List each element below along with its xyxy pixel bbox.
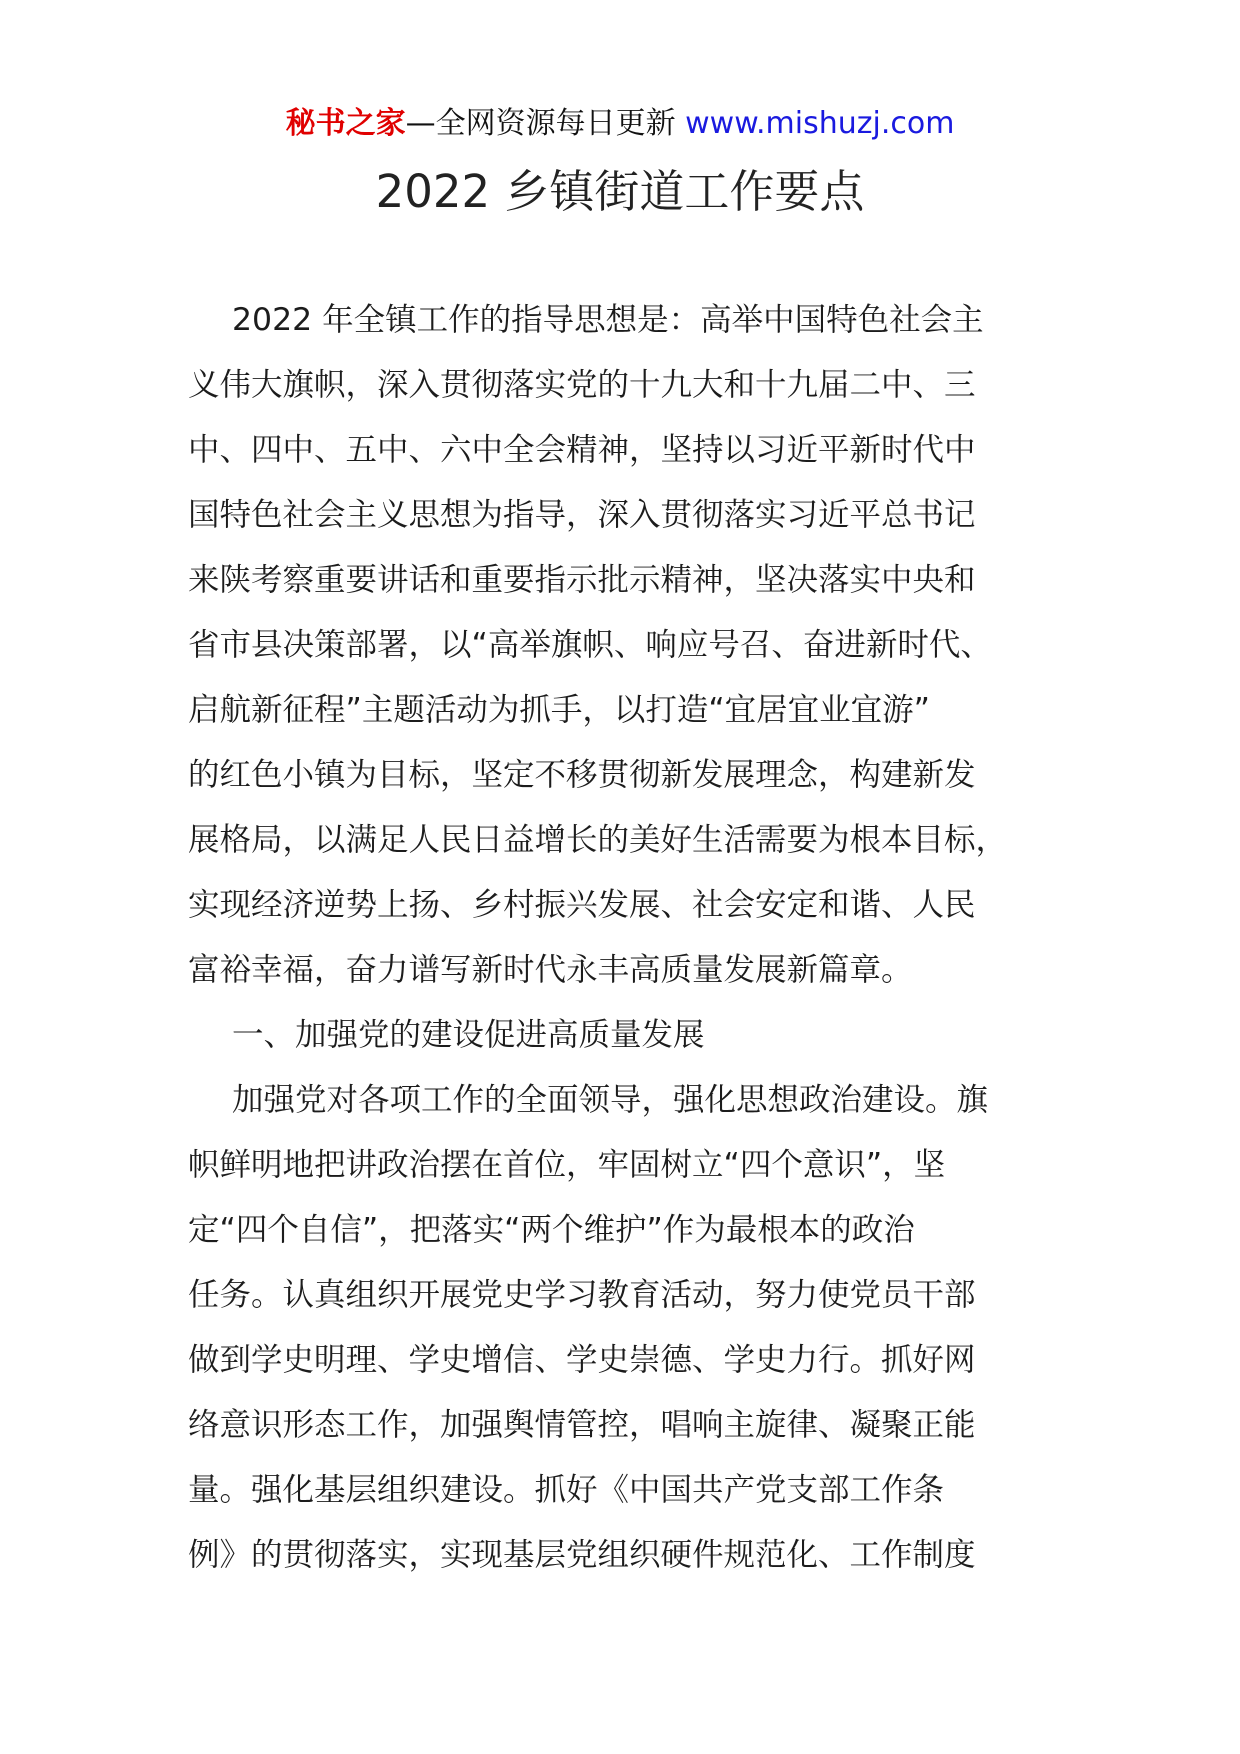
body-line-paragraph-start: 加强党对各项工作的全面领导，强化思想政治建设。旗 (232, 1082, 989, 1118)
body-line: 富裕幸福，奋力谱写新时代永丰高质量发展新篇章。 (188, 952, 913, 988)
body-line: 中、四中、五中、六中全会精神，坚持以习近平新时代中 (188, 432, 976, 468)
body-line: 实现经济逆势上扬、乡村振兴发展、社会安定和谐、人民 (188, 887, 976, 923)
page-header (0, 102, 1240, 146)
header-url-link[interactable]: www.mishuzj.com (685, 106, 955, 141)
header-brand: 秘书之家 (285, 106, 406, 141)
section-heading: 一、加强党的建设促进高质量发展 (232, 1017, 705, 1053)
body-line: 例》的贯彻落实，实现基层党组织硬件规范化、工作制度 (188, 1537, 976, 1573)
body-line: 义伟大旗帜，深入贯彻落实党的十九大和十九届二中、三 (188, 367, 976, 403)
body-line: 国特色社会主义思想为指导，深入贯彻落实习近平总书记 (188, 497, 976, 533)
body-line: 络意识形态工作，加强舆情管控，唱响主旋律、凝聚正能 (188, 1407, 976, 1443)
header-tagline: —全网资源每日更新 (405, 106, 686, 141)
body-line: 任务。认真组织开展党史学习教育活动，努力使党员干部 (188, 1277, 976, 1313)
document-title: 2022 乡镇街道工作要点 (375, 165, 865, 218)
body-line: 省市县决策部署，以“高举旗帜、响应号召、奋进新时代、 (188, 627, 992, 663)
document-body (188, 288, 1058, 1588)
body-line: 帜鲜明地把讲政治摆在首位，牢固树立“四个意识”，坚 (188, 1147, 946, 1183)
body-line: 做到学史明理、学史增信、学史崇德、学史力行。抓好网 (188, 1342, 976, 1378)
body-line: 的红色小镇为目标，坚定不移贯彻新发展理念，构建新发 (188, 757, 976, 793)
body-line: 展格局，以满足人民日益增长的美好生活需要为根本目标， (188, 822, 1008, 858)
body-line: 量。强化基层组织建设。抓好《中国共产党支部工作条 (188, 1472, 945, 1508)
body-line: 定“四个自信”，把落实“两个维护”作为最根本的政治 (188, 1212, 915, 1248)
body-line-paragraph-start: 2022 年全镇工作的指导思想是：高举中国特色社会主 (232, 302, 984, 338)
body-line: 启航新征程”主题活动为抓手，以打造“宜居宜业宜游” (188, 692, 930, 728)
body-line: 来陕考察重要讲话和重要指示批示精神，坚决落实中央和 (188, 562, 976, 598)
